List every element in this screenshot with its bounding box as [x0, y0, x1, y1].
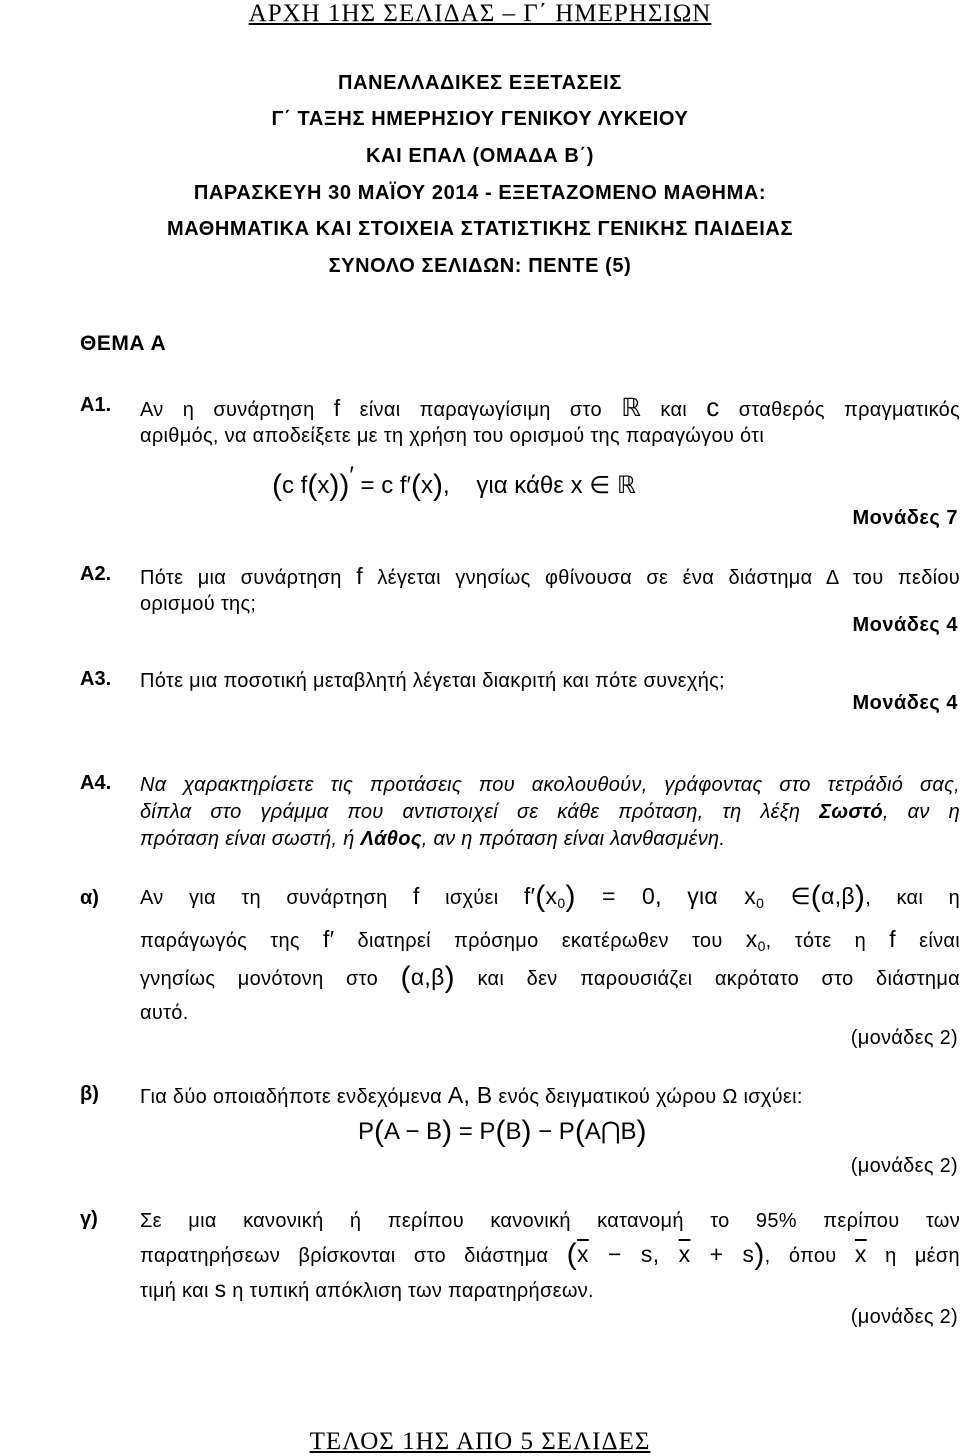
item-gamma-line-3: τιμή και s η τυπική απόκλιση των παρατηρήσεων. [140, 1276, 594, 1302]
a4-line-3: πρόταση είναι σωστή, ή Λάθος, αν η πρόταση είναι λανθασμένη. [140, 828, 726, 850]
a3-label: A3. [80, 668, 112, 690]
title-line-5: ΜΑΘΗΜΑΤΙΚΑ ΚΑΙ ΣΤΟΙΧΕΙΑ ΣΤΑΤΙΣΤΙΚΗΣ ΓΕΝΙΚΗΣ ΠΑΙΔΕΙΑΣ [166, 218, 794, 240]
a3-text: Πότε μια ποσοτική μεταβλητή λέγεται διακριτή και πότε συνεχής; [140, 670, 725, 692]
title-line-1: ΠΑΝΕΛΛΑΔΙΚΕΣ ΕΞΕΤΑΣΕΙΣ [338, 72, 622, 94]
page-footer: ΤΕΛΟΣ 1ΗΣ ΑΠΟ 5 ΣΕΛΙΔΕΣ [309, 1428, 651, 1455]
item-gamma-points: (μονάδες 2) [850, 1306, 958, 1328]
item-gamma-line-2: παρατηρήσεων βρίσκονται στο διάστημα ($\overline{x} - s$, $\overline{x} + s$), όπου $\overline{x}$ η μέση [140, 1238, 960, 1271]
a1-formula: (c f(x))′ = c f′(x), για κάθε x ∈ ℝ [272, 462, 636, 502]
title-line-6: ΣΥΝΟΛΟ ΣΕΛΙΔΩΝ: ΠΕΝΤΕ (5) [328, 255, 632, 277]
a3-marks: Μονάδες 4 [852, 692, 958, 714]
a2-line-1: Πότε μια συνάρτηση f λέγεται γνησίως φθίνουσα σε ένα διάστημα Δ του πεδίου [140, 563, 960, 589]
a4-line-1: Να χαρακτηρίσετε τις προτάσεις που ακολουθούν, γράφοντας στο τετράδιό σας, [140, 774, 960, 796]
title-line-4: ΠΑΡΑΣΚΕΥΗ 30 ΜΑΪΟΥ 2014 - ΕΞΕΤΑΖΟΜΕΝΟ ΜΑΘΗΜΑ: [193, 182, 767, 204]
a2-line-2: ορισμού της; [140, 593, 257, 615]
title-line-2: Γ΄ ΤΑΞΗΣ ΗΜΕΡΗΣΙΟΥ ΓΕΝΙΚΟΥ ΛΥΚΕΙΟΥ [271, 108, 689, 130]
theme-heading: ΘΕΜΑ Α [80, 332, 167, 355]
item-alpha-line-1: Αν για τη συνάρτηση f ισχύει $f'(x_0) = 0$, για $x_0$ ∈(α,β), και η [140, 880, 960, 913]
item-alpha-line-4: αυτό. [140, 1002, 189, 1024]
title-line-3: ΚΑΙ ΕΠΑΛ (ΟΜΑΔΑ Β΄) [366, 145, 594, 167]
a1-line-2: αριθμός, να αποδείξετε με τη χρήση του ορισμού της παραγώγου ότι [140, 425, 765, 447]
item-beta-formula: P(A − B) = P(B) − P(A⋂B) [358, 1115, 647, 1148]
item-beta-line-1: Για δύο οποιαδήποτε ενδεχόμενα A, B ενός δειγματικού χώρου Ω ισχύει: [140, 1082, 803, 1108]
item-beta-points: (μονάδες 2) [850, 1155, 958, 1177]
item-beta-label: β) [80, 1083, 99, 1105]
page-header: ΑΡΧΗ 1ΗΣ ΣΕΛΙΔΑΣ – Γ΄ ΗΜΕΡΗΣΙΩΝ [248, 0, 712, 27]
item-alpha-points: (μονάδες 2) [850, 1027, 958, 1049]
a4-label: A4. [80, 772, 112, 794]
a2-label: A2. [80, 563, 112, 585]
item-alpha-line-2: παράγωγός της f′ διατηρεί πρόσημο εκατέρωθεν του $x_0$, τότε η f είναι [140, 926, 960, 954]
a2-marks: Μονάδες 4 [852, 614, 958, 636]
item-gamma-label: γ) [80, 1208, 98, 1230]
item-gamma-line-1: Σε μια κανονική ή περίπου κανονική κατανομή το 95% περίπου των [140, 1210, 960, 1232]
a1-label: A1. [80, 394, 112, 416]
a1-line-1: Αν η συνάρτηση f είναι παραγωγίσιμη στο ℝ και c σταθερός πραγματικός [140, 392, 960, 422]
item-alpha-label: α) [80, 887, 99, 909]
a4-line-2: δίπλα στο γράμμα που αντιστοιχεί σε κάθε πρόταση, τη λέξη Σωστό, αν η [140, 801, 960, 823]
item-alpha-line-3: γνησίως μονότονη στο (α,β) και δεν παρουσιάζει ακρότατο στο διάστημα [140, 961, 960, 994]
a1-marks: Μονάδες 7 [852, 507, 958, 529]
